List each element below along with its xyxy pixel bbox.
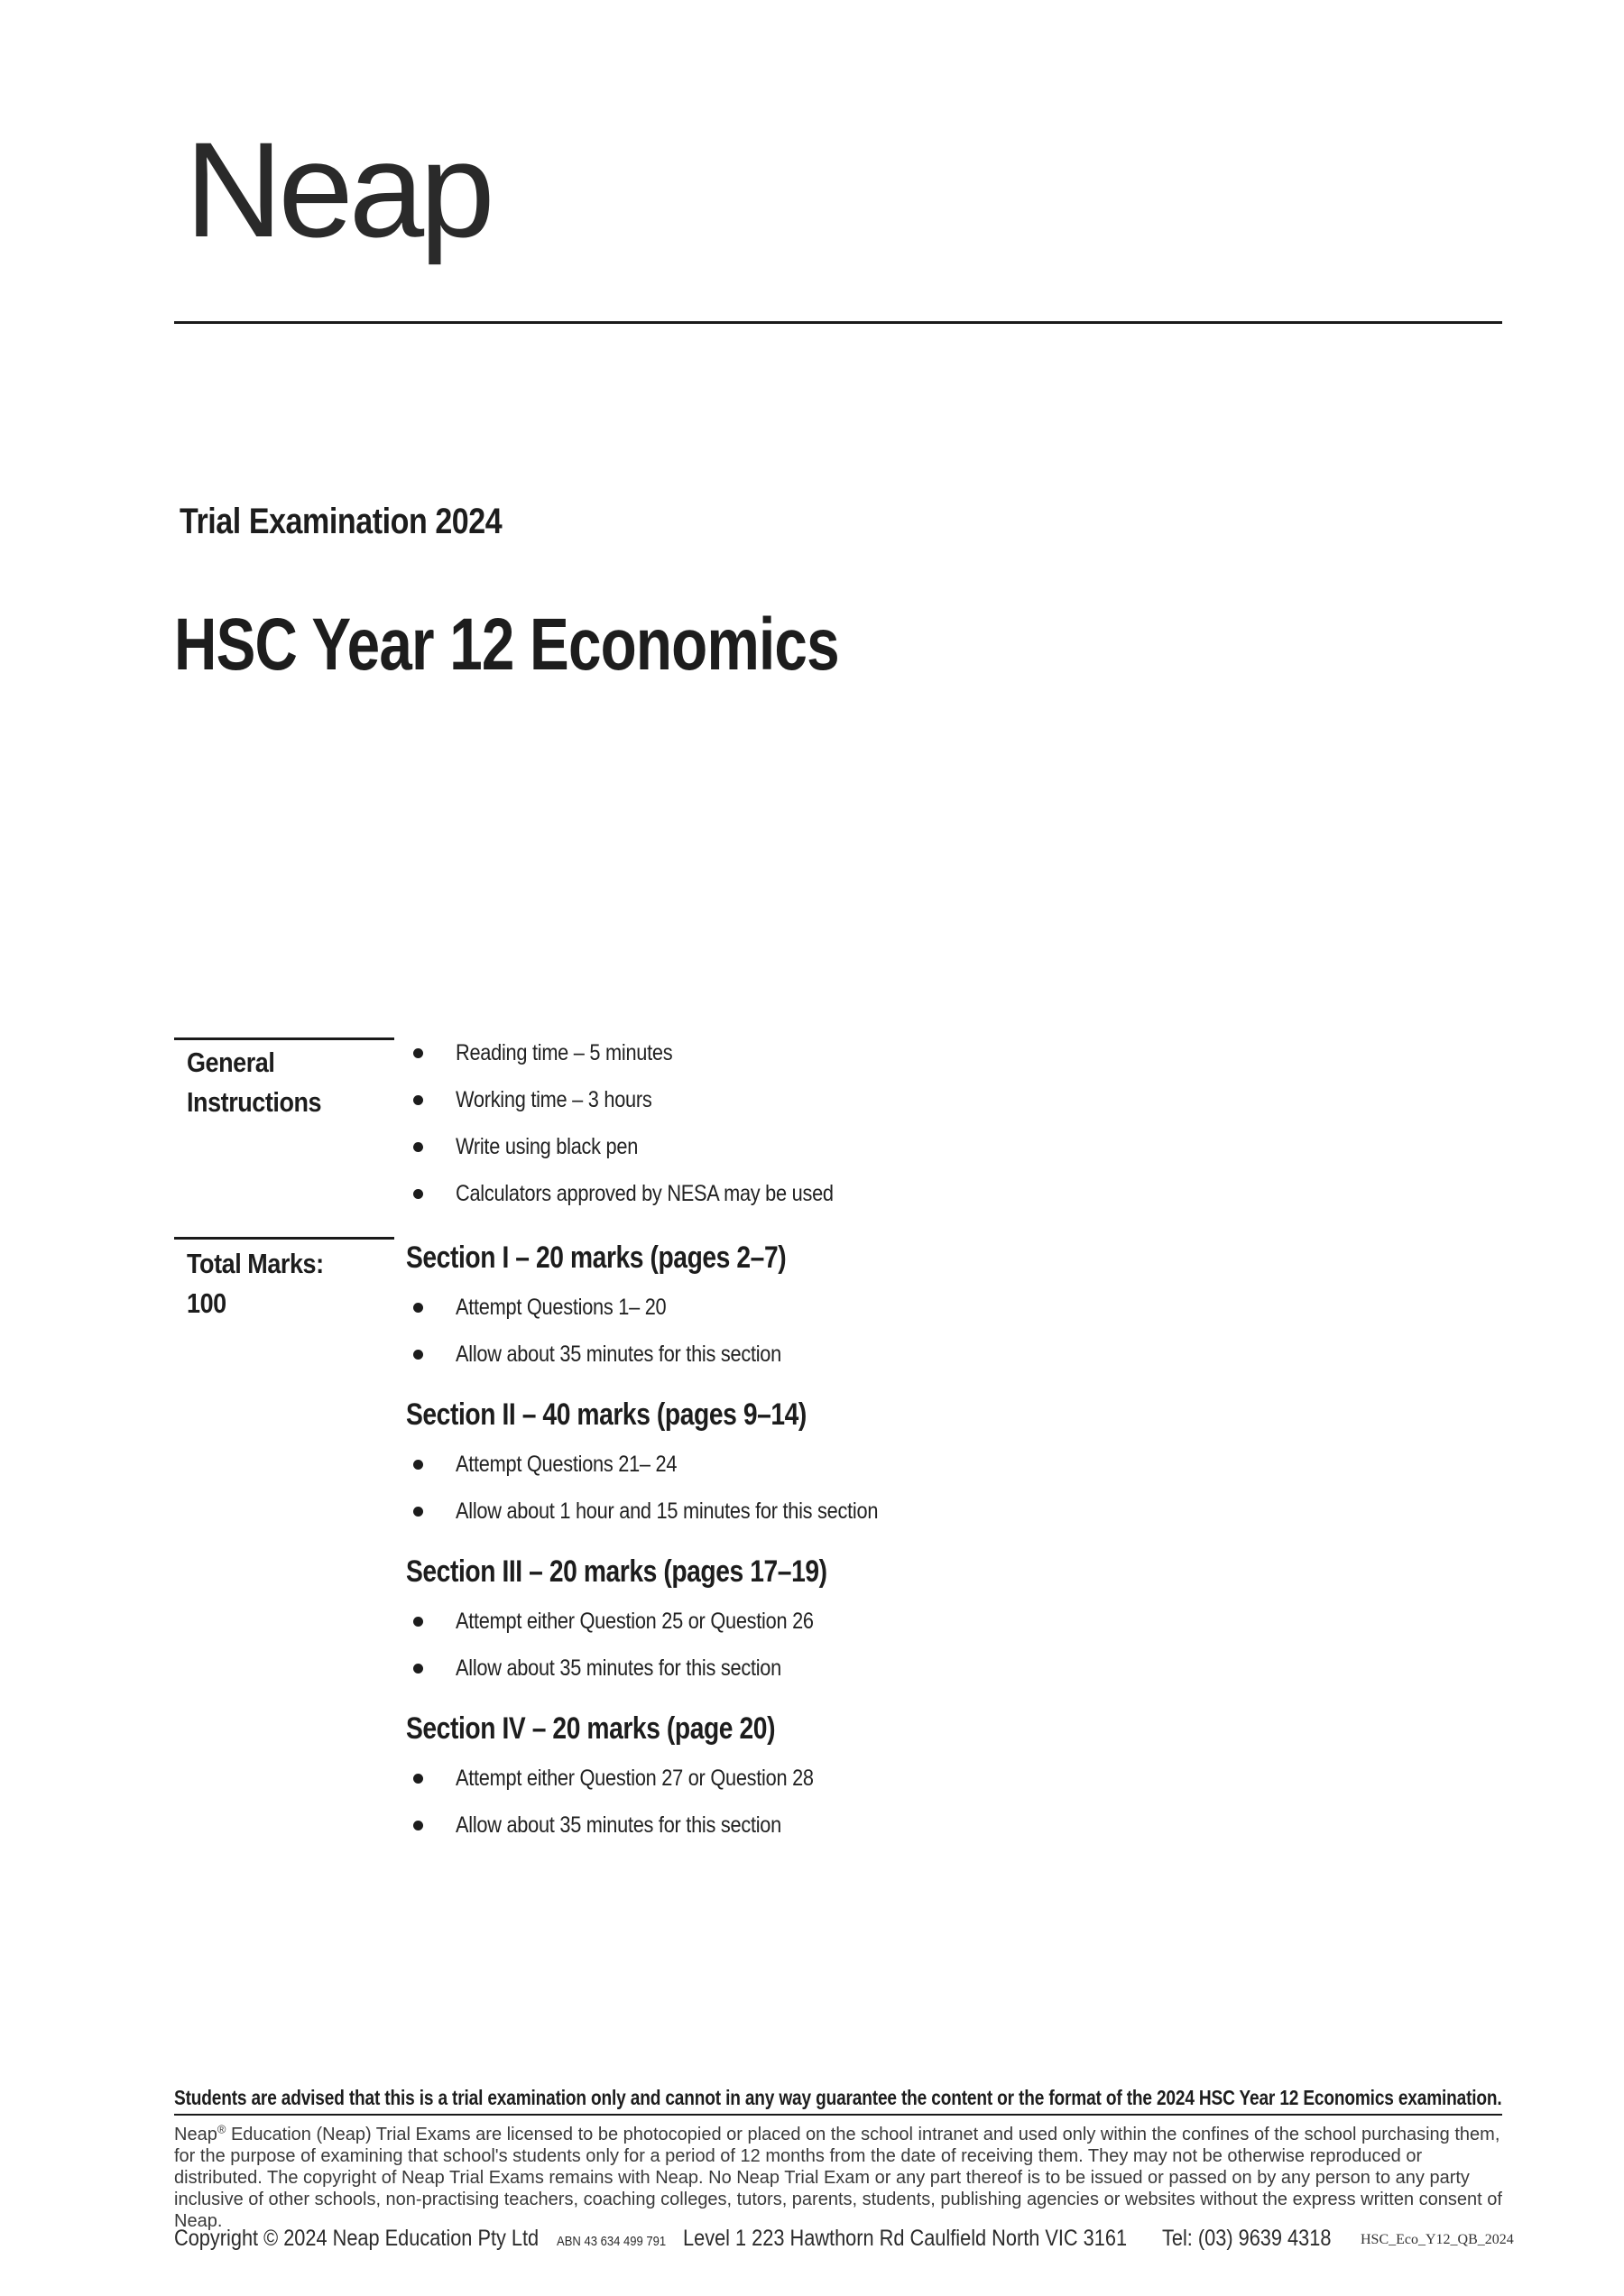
list-item [406, 1765, 1308, 1812]
list-item-text: Allow about 1 hour and 15 minutes for this section [456, 1498, 879, 1524]
exam-series-subtitle [180, 502, 558, 541]
bullet-icon [413, 1303, 423, 1313]
list-item-text: Attempt Questions 21– 24 [456, 1452, 678, 1477]
bullet-icon [413, 1189, 423, 1199]
bullet-icon [413, 1774, 423, 1784]
bullet-icon [413, 1142, 423, 1152]
list-item [406, 1039, 1308, 1086]
list-item [406, 1294, 1308, 1341]
bullet-icon [413, 1617, 423, 1627]
list-item [406, 1498, 1308, 1544]
section-heading: Section I – 20 marks (pages 2–7) [406, 1240, 787, 1275]
bullet-icon [413, 1664, 423, 1674]
bullet-icon [413, 1350, 423, 1360]
list-item-text: Calculators approved by NESA may be used [456, 1181, 834, 1206]
neap-logo: Neap [185, 114, 491, 265]
list-item-text: Allow about 35 minutes for this section [456, 1812, 781, 1838]
section-ii-block [406, 1397, 1308, 1544]
list-item [406, 1133, 1308, 1180]
footer-rule [174, 2114, 1502, 2116]
general-instructions-label-line2: Instructions [187, 1086, 322, 1118]
section-heading: Section II – 40 marks (pages 9–14) [406, 1397, 807, 1432]
bullet-icon [413, 1048, 423, 1058]
total-marks-rule [174, 1237, 394, 1240]
telephone-text: Tel: (03) 9639 4318 [1162, 2226, 1332, 2251]
list-item-text: Allow about 35 minutes for this section [456, 1342, 781, 1367]
list-item [406, 1655, 1308, 1701]
bullet-icon [413, 1095, 423, 1105]
list-item [406, 1608, 1308, 1655]
exam-series-subtitle-text: Trial Examination 2024 [180, 502, 503, 541]
exam-title [174, 606, 1005, 684]
bullet-icon [413, 1460, 423, 1470]
list-item-text: Attempt either Question 27 or Question 28 [456, 1766, 814, 1791]
list-item [406, 1451, 1308, 1498]
list-item-text: Attempt Questions 1– 20 [456, 1295, 667, 1320]
document-code: HSC_Eco_Y12_QB_2024 [1361, 2232, 1514, 2247]
total-marks-label [187, 1244, 344, 1323]
general-instructions-rule [174, 1037, 394, 1040]
trial-advisory-note: Students are advised that this is a trial examination only and cannot in any way guarantee the content or the format of the 2024 HSC Year 12 Economics examination. [174, 2086, 1502, 2109]
header-rule [174, 321, 1502, 324]
total-marks-label-line2: 100 [187, 1287, 226, 1319]
license-brand: Neap [174, 2125, 217, 2144]
section-iii-block [406, 1554, 1308, 1701]
address-text: Level 1 223 Hawthorn Rd Caulfield North VIC 3161 [683, 2226, 1128, 2251]
sections-list [406, 1240, 1308, 1867]
list-item [406, 1812, 1308, 1858]
list-item [406, 1180, 1308, 1227]
exam-title-text: HSC Year 12 Economics [174, 604, 839, 686]
list-item-text: Reading time – 5 minutes [456, 1040, 673, 1065]
section-i-block [406, 1240, 1308, 1388]
list-item-text: Attempt either Question 25 or Question 26 [456, 1609, 814, 1634]
bullet-icon [413, 1821, 423, 1830]
general-instructions-label [187, 1043, 341, 1122]
registered-trademark-icon: ® [217, 2122, 226, 2136]
license-paragraph [174, 2124, 1502, 2232]
section-heading: Section III – 20 marks (pages 17–19) [406, 1554, 827, 1589]
list-item [406, 1086, 1308, 1133]
general-instructions-list [406, 1039, 1308, 1227]
copyright-text: Copyright © 2024 Neap Education Pty Ltd [174, 2226, 540, 2251]
abn-text: ABN 43 634 499 791 [557, 2234, 667, 2249]
list-item-text: Allow about 35 minutes for this section [456, 1655, 781, 1681]
list-item-text: Write using black pen [456, 1134, 639, 1159]
license-text: Education (Neap) Trial Exams are licensed to be photocopied or placed on the school intranet and used only within the confines of the school purchasing them, for the purpose of examining that school's students only for a period of 12 months from the date of receiving them. They may not be otherwise reproduced or distributed. The copyright of Neap Trial Exams remains with Neap. No Neap Trial Exam or any part thereof is to be issued or passed on by any person to any party inclusive of other schools, non-practising teachers, coaching colleges, tutors, parents, students, publishing agencies or websites without the express written consent of Neap. [174, 2125, 1502, 2231]
total-marks-label-line1: Total Marks: [187, 1248, 324, 1279]
list-item [406, 1341, 1308, 1388]
section-iv-block [406, 1710, 1308, 1858]
section-heading: Section IV – 20 marks (page 20) [406, 1711, 776, 1746]
general-instructions-label-line1: General [187, 1047, 275, 1078]
bullet-icon [413, 1507, 423, 1517]
list-item-text: Working time – 3 hours [456, 1087, 652, 1112]
